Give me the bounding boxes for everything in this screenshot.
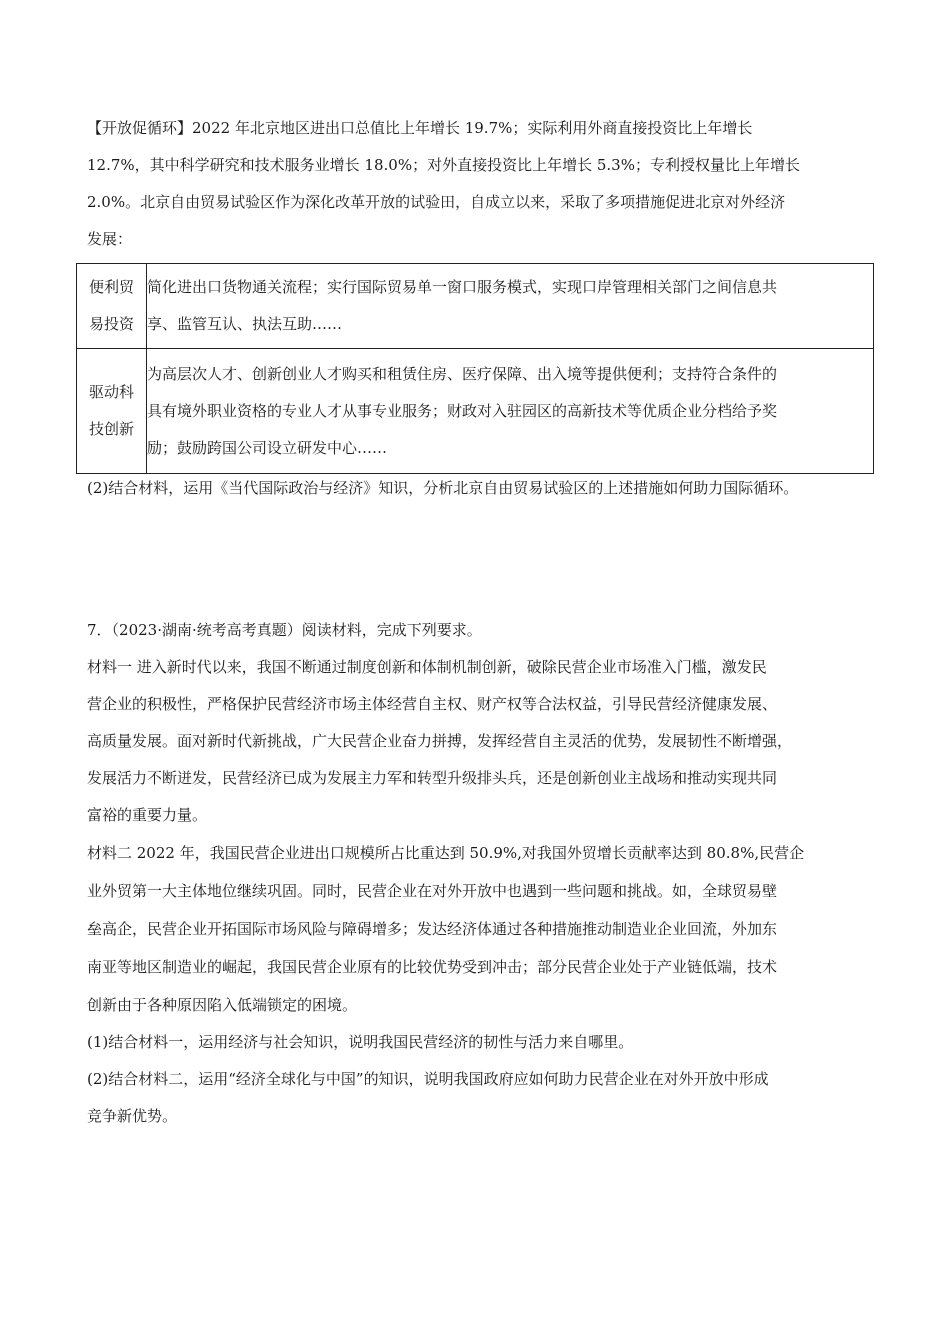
material-2-line: 材料二 2022 年，我国民营企业进出口规模所占比重达到 50.9%,对我国外贸增长贡献率达到 80.8%,民营企 (87, 844, 805, 862)
intro-paragraph-line: 【开放促循环】2022 年北京地区进出口总值比上年增长 19.7%；实际利用外商直接投资比上年增长 (87, 119, 753, 137)
question-7-sub-2-line: 竞争新优势。 (87, 1107, 178, 1125)
intro-paragraph-line: 12.7%，其中科学研究和技术服务业增长 18.0%；对外直接投资比上年增长 5.3%；专利授权量比上年增长 (87, 156, 800, 174)
question-7-header: 7．（2023·湖南·统考高考真题）阅读材料，完成下列要求。 (87, 621, 482, 639)
row-content-line: 励；鼓励跨国公司设立研发中心…… (147, 438, 388, 457)
row-content-cell (147, 264, 874, 349)
row-content-line: 简化进出口货物通关流程；实行国际贸易单一窗口服务模式，实现口岸管理相关部门之间信息共 (147, 278, 778, 296)
material-1-line: 材料一 进入新时代以来，我国不断通过制度创新和体制机制创新，破除民营企业市场准入门槛，激发民 (87, 658, 767, 676)
question-6-sub-2: (2)结合材料，运用《当代国际政治与经济》知识，分析北京自由贸易试验区的上述措施如何助力国际循环。 (87, 479, 799, 497)
material-1-line: 营企业的积极性，严格保护民营经济市场主体经营自主权、财产权等合法权益，引导民营经济健康发展、 (87, 695, 778, 713)
row-label-cell (77, 349, 147, 474)
measures-table (76, 263, 874, 474)
intro-paragraph-line: 2.0%。北京自由贸易试验区作为深化改革开放的试验田，自成立以来，采取了多项措施促进北京对外经济 (87, 193, 786, 211)
row-content-cell (147, 349, 874, 474)
material-2-line: 创新由于各种原因陷入低端锁定的困境。 (87, 996, 358, 1014)
row-content-line: 为高层次人才、创新创业人才购买和租赁住房、医疗保障、出入境等提供便利；支持符合条件的 (147, 364, 778, 383)
material-1-line: 高质量发展。面对新时代新挑战，广大民营企业奋力拼搏，发挥经营自主灵活的优势，发展韧性不断增强， (87, 732, 793, 750)
material-2-line: 业外贸第一大主体地位继续巩固。同时，民营企业在对外开放中也遇到一些问题和挑战。如，全球贸易壁 (87, 882, 778, 900)
row-label: 驱动科 (88, 383, 134, 401)
row-content-line: 享、监管互认、执法互助…… (147, 315, 343, 333)
row-label: 便利贸 (88, 278, 134, 296)
row-label: 技创新 (88, 420, 134, 438)
material-2-line: 南亚等地区制造业的崛起，我国民营企业原有的比较优势受到冲击；部分民营企业处于产业链低端，技术 (87, 958, 778, 976)
table-row (77, 264, 874, 349)
material-2-line: 垒高企，民营企业开拓国际市场风险与障碍增多；发达经济体通过各种措施推动制造业企业回流，外加东 (87, 920, 778, 938)
table-row (77, 349, 874, 474)
question-7-sub-1: (1)结合材料一，运用经济与社会知识，说明我国民营经济的韧性与活力来自哪里。 (87, 1033, 634, 1051)
material-1-line: 富裕的重要力量。 (87, 806, 208, 824)
material-1-line: 发展活力不断迸发，民营经济已成为发展主力军和转型升级排头兵，还是创新创业主战场和推动实现共同 (87, 769, 778, 787)
row-content-line: 具有境外职业资格的专业人才从事专业服务；财政对入驻园区的高新技术等优质企业分档给予奖 (147, 401, 778, 420)
row-label: 易投资 (88, 315, 134, 333)
intro-paragraph-line: 发展： (87, 230, 133, 248)
row-label-cell (77, 264, 147, 349)
question-7-sub-2-line: (2)结合材料二，运用“经济全球化与中国”的知识，说明我国政府应如何助力民营企业在对外开放中形成 (87, 1070, 769, 1088)
